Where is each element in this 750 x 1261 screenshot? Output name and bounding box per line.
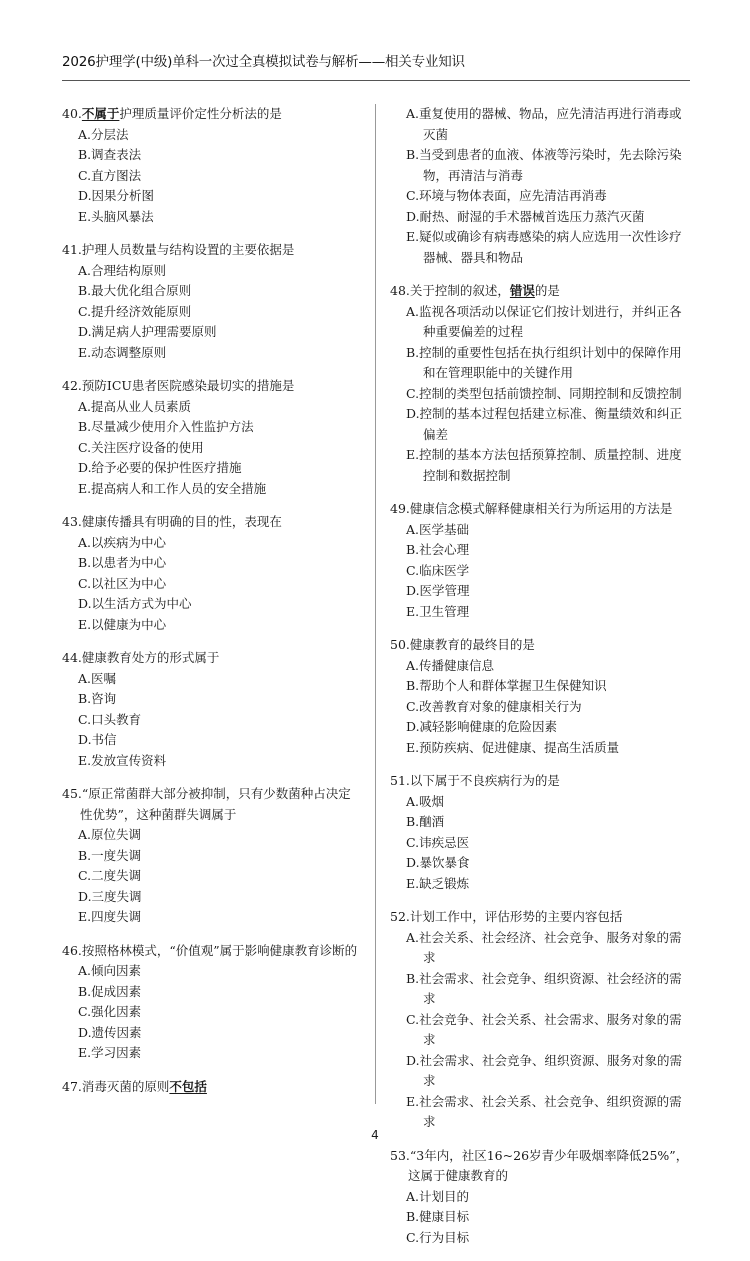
question-stem [62,648,362,669]
question-stem [390,1146,690,1187]
answer-option: B.尽量减少使用介入性监护方法 [78,419,254,434]
answer-option: B.社会需求、社会竞争、组织资源、社会经济的需求 [406,970,682,1006]
question-number: 41. [62,242,82,257]
answer-option: C.关注医疗设备的使用 [78,439,204,455]
answer-option: A.以疾病为中心 [78,534,167,550]
question-text: 预防ICU患者医院感染最切实的措施是 [81,378,295,393]
question-52 [390,907,690,1133]
answer-option: A.提高从业人员素质 [78,398,192,414]
question-40 [62,104,362,227]
question-stem [390,499,690,520]
answer-option: C.环境与物体表面，应先清洁再消毒 [406,188,607,203]
answer-option: D.因果分析图 [78,188,155,203]
page-number: 4 [371,1128,379,1142]
answer-option: C.社会竞争、社会关系、社会需求、服务对象的需求 [406,1011,682,1047]
question-text: 健康教育处方的形式属于 [81,650,220,665]
question-stem [390,907,690,928]
page-header: 2026护理学(中级)单科一次过全真模拟试卷与解析——相关专业知识 [62,54,465,70]
question-text: 消毒灭菌的原则 [81,1078,170,1094]
question-text: “原正常菌群大部分被抑制，只有少数菌种占决定性优势”，这种菌群失调属于 [80,786,351,822]
question-46 [62,941,362,1064]
answer-option: A.医学基础 [406,521,470,537]
right-column [390,104,690,1261]
question-48 [390,281,690,486]
question-44 [62,648,362,771]
answer-option: D.遗传因素 [78,1024,142,1040]
answer-option: C.改善教育对象的健康相关行为 [406,698,582,714]
question-stem [62,941,362,962]
question-emphasis: 不包括 [169,1078,207,1094]
question-stem [390,771,690,792]
question-number: 48. [390,283,410,298]
question-stem [62,376,362,397]
answer-option: D.耐热、耐湿的手术器械首选压力蒸汽灭菌 [406,208,645,224]
question-number: 46. [62,942,82,958]
question-53 [390,1146,690,1249]
answer-option: A.监视各项活动以保证它们按计划进行，并纠正各种重要偏差的过程 [406,303,682,339]
answer-option: D.减轻影响健康的危险因素 [406,719,558,734]
answer-option: D.满足病人护理需要原则 [78,324,217,339]
question-emphasis: 不属于 [81,106,120,121]
answer-option: D.给予必要的保护性医疗措施 [78,460,242,475]
answer-option: A.计划目的 [406,1188,470,1204]
answer-option: B.一度失调 [78,847,142,863]
answer-option: C.控制的类型包括前馈控制、同期控制和反馈控制 [406,385,682,401]
question-text: 护理质量评价定性分析法的是 [119,106,282,121]
question-45 [62,784,362,928]
question-47 [62,1077,362,1098]
answer-option: A.社会关系、社会经济、社会竞争、服务对象的需求 [406,929,682,965]
answer-option: C.二度失调 [78,868,142,883]
answer-option: E.预防疾病、促进健康、提高生活质量 [406,739,620,755]
answer-option: B.控制的重要性包括在执行组织计划中的保障作用和在管理职能中的关键作用 [406,344,682,380]
answer-option: D.控制的基本过程包括建立标准、衡量绩效和纠正偏差 [406,406,683,442]
question-stem [390,281,690,302]
answer-option: C.直方图法 [78,167,142,183]
question-stem [62,1077,362,1098]
answer-option: E.发放宣传资料 [78,752,167,768]
answer-option: E.学习因素 [78,1045,142,1060]
question-number: 52. [390,909,410,924]
answer-option: E.疑似或确诊有病毒感染的病人应选用一次性诊疗器械、器具和物品 [406,229,682,265]
question-number: 49. [390,501,410,516]
question-text: 的是 [534,283,560,298]
answer-option: E.动态调整原则 [78,344,167,360]
question-number: 50. [390,637,410,652]
question-number: 42. [62,378,82,393]
answer-option: B.帮助个人和群体掌握卫生保健知识 [406,678,607,693]
answer-option: A.传播健康信息 [406,657,495,673]
answer-option: A.吸烟 [406,793,445,809]
answer-option: E.控制的基本方法包括预算控制、质量控制、进度控制和数据控制 [406,447,682,483]
answer-option: B.咨询 [78,691,117,706]
question-stem [62,784,362,825]
answer-option: E.以健康为中心 [78,616,167,632]
question-text: 计划工作中，评估形势的主要内容包括 [409,909,623,924]
question-50 [390,635,690,758]
answer-option: C.行为目标 [406,1229,470,1245]
question-text: 健康传播具有明确的目的性，表现在 [81,514,282,529]
answer-option: E.卫生管理 [406,603,470,619]
answer-option: E.提高病人和工作人员的安全措施 [78,480,267,496]
question-text: 以下属于不良疾病行为的是 [409,773,560,788]
question-51 [390,771,690,894]
question-text: 护理人员数量与结构设置的主要依据是 [81,242,295,257]
answer-option: B.调查表法 [78,147,142,162]
answer-option: E.社会需求、社会关系、社会竞争、组织资源的需求 [406,1093,682,1129]
question-43 [62,512,362,635]
answer-option: E.四度失调 [78,909,142,924]
question-stem [62,240,362,261]
answer-option: C.讳疾忌医 [406,834,470,850]
question-emphasis: 错误 [509,283,535,298]
answer-option: C.提升经济效能原则 [78,303,192,319]
question-number: 47. [62,1078,82,1094]
answer-option: A.倾向因素 [78,963,142,978]
question-text: “3年内，社区16~26岁青少年吸烟率降低25%”，这属于健康教育的 [408,1147,689,1183]
answer-option: C.强化因素 [78,1004,142,1019]
question-number: 44. [62,650,82,665]
answer-option: D.暴饮暴食 [406,855,470,870]
question-stem [390,635,690,656]
question-stem [62,512,362,533]
question-text: 按照格林模式，“价值观”属于影响健康教育诊断的 [81,942,358,958]
answer-option: C.口头教育 [78,711,142,727]
answer-option: B.以患者为中心 [78,555,167,570]
answer-option: A.医嘱 [78,670,117,686]
header-rule [62,80,690,81]
question-49 [390,499,690,622]
question-number: 51. [390,773,410,788]
answer-option: D.以生活方式为中心 [78,596,192,611]
question-text: 关于控制的叙述， [409,283,510,298]
question-number: 45. [62,786,82,801]
answer-option: B.健康目标 [406,1209,470,1224]
answer-option: D.书信 [78,732,117,747]
answer-option: A.分层法 [78,126,129,142]
question-number: 40. [62,106,82,121]
answer-option: A.重复使用的器械、物品，应先清洁再进行消毒或灭菌 [406,106,682,142]
answer-option: E.头脑风暴法 [78,208,154,224]
question-number: 43. [62,514,82,529]
answer-option: D.医学管理 [406,583,470,598]
answer-option: A.原位失调 [78,827,142,842]
question-47-options [390,104,690,268]
question-stem [62,104,362,125]
answer-option: D.社会需求、社会竞争、组织资源、服务对象的需求 [406,1052,683,1088]
answer-option: B.社会心理 [406,542,470,557]
answer-option: B.最大优化组合原则 [78,283,192,298]
question-41 [62,240,362,363]
answer-option: B.酗酒 [406,814,445,829]
question-text: 健康教育的最终目的是 [409,637,535,652]
question-text: 健康信念模式解释健康相关行为所运用的方法是 [409,501,673,516]
answer-option: B.当受到患者的血液、体液等污染时，先去除污染物，再清洁与消毒 [406,147,682,183]
answer-option: E.缺乏锻炼 [406,875,470,891]
question-number: 53. [390,1147,410,1163]
answer-option: B.促成因素 [78,983,142,999]
column-divider [375,104,376,1104]
answer-option: A.合理结构原则 [78,262,167,278]
left-column [62,104,362,1110]
answer-option: D.三度失调 [78,888,142,904]
answer-option: C.以社区为中心 [78,575,167,591]
question-42 [62,376,362,499]
answer-option: C.临床医学 [406,562,470,578]
